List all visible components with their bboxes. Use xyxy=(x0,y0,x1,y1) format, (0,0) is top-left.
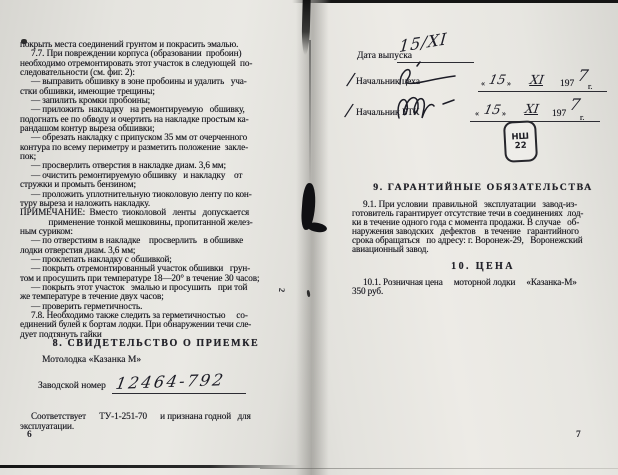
chief-of-shop-label: Начальник цеха xyxy=(356,77,421,87)
body-text-line: авиационный завод. xyxy=(352,243,429,254)
body-text-line: — приложить накладку на ремонтируемую обшивку, xyxy=(20,104,245,115)
boat-model-line: Мотолодка «Казанка М» xyxy=(42,355,142,365)
body-text-line: стки обшивки, имеющие трещины; xyxy=(20,85,155,96)
body-text-line: лодки отверстия диам. 3,6 мм; xyxy=(20,244,136,255)
serial-number-label: Заводской номер xyxy=(38,381,106,391)
body-text-line: применение тонкой мешковины, пропитанной желез- xyxy=(20,216,253,227)
body-text-line: 10.1. Розничная цена моторной лодки «Казанка-М» xyxy=(352,277,577,287)
serial-underline xyxy=(112,378,246,394)
body-text-line: подогнать ее по обводу и очертить на накладке простым ка- xyxy=(20,113,249,124)
serial-number-handwritten: 12464-792 xyxy=(114,370,227,393)
conformity-line: эксплуатации. xyxy=(20,420,75,431)
body-text-line: — просверлить отверстия в накладке диам. 3,6 мм; xyxy=(20,160,226,171)
body-text-line: срока обращаться по адресу: г. Воронеж-29, Воронежский xyxy=(352,234,583,245)
top-edge-shadow xyxy=(292,0,618,3)
body-text-line: рандашом контур выреза обшивки; xyxy=(20,123,155,134)
body-text-line: — проклепать накладку с обшивкой; xyxy=(20,253,172,264)
body-text-line: ным суриком: xyxy=(20,225,73,236)
year-suffix: г. xyxy=(588,82,593,91)
body-text-line: ки в течение одного года с момента продажи. В случае об- xyxy=(352,216,580,227)
bottom-edge-shadow xyxy=(0,465,300,468)
quote-open: « xyxy=(475,109,479,118)
bottom-edge-faint xyxy=(260,468,618,469)
year-printed: 197 xyxy=(560,79,575,89)
fold-crease xyxy=(296,0,338,475)
section-8-heading: 8. СВИДЕТЕЛЬСТВО О ПРИЕМКЕ xyxy=(52,338,260,349)
slash-mark: / xyxy=(346,69,355,91)
body-text-line: — проверить герметичность. xyxy=(20,300,143,311)
body-text-line: — по отверстиям в накладке просверлить в обшивке xyxy=(20,235,244,246)
section-9-heading: 9. ГАРАНТИЙНЫЕ ОБЯЗАТЕЛЬСТВА xyxy=(373,182,593,193)
body-text-line: — обрезать накладку с припуском 35 мм от очерченного xyxy=(20,132,248,143)
body-text-line: — покрыть отремонтированный участок обшивки грун- xyxy=(20,263,251,274)
body-text-line: ПРИМЕЧАНИЕ: Вместо тиоколовой ленты допускается xyxy=(20,207,250,218)
quote-close: » xyxy=(502,109,506,118)
month-handwritten: XI xyxy=(528,72,545,87)
section-9-text xyxy=(352,200,616,254)
body-text-line: — покрыть этот участок эмалью и просушить при той xyxy=(20,281,248,292)
body-text-line: контура по всему периметру и разметить положение закле- xyxy=(20,141,249,152)
qc-stamp xyxy=(503,120,538,163)
body-text-line: единений булей к бортам лодки. При обнаружении течи сле- xyxy=(20,319,252,330)
date-handwritten: 15/XI xyxy=(398,28,449,57)
body-text-line: покрыть места соединений грунтом и покрасить эмалью. xyxy=(20,39,239,49)
page-number-right: 7 xyxy=(576,430,581,440)
body-text-line: же температуре в течение двух часов; xyxy=(20,291,164,302)
qc-stamp-line1: НШ xyxy=(511,131,530,142)
body-text-line: пок; xyxy=(20,151,37,162)
chief-of-btk-label: Начальник БТК xyxy=(356,108,420,118)
quote-close: » xyxy=(507,79,511,88)
year-printed: 197 xyxy=(552,109,567,119)
body-text-line: том и просушить при температуре 18—20° в течение 30 часов; xyxy=(20,272,260,283)
body-text-line: стружки и промыть бензином; xyxy=(20,179,136,190)
qc-stamp-line2: 22 xyxy=(514,140,527,151)
section-10-text xyxy=(352,278,616,296)
conformity-line: Соответствует ТУ-1-251-70 и признана годной для xyxy=(20,411,251,421)
signature-chief-of-shop xyxy=(397,62,459,92)
body-text-line: — проложить уплотнительную тиоколовую ленту по кон- xyxy=(20,188,252,199)
year-suffix: г. xyxy=(580,113,585,122)
year-handwritten: 7 xyxy=(576,66,590,85)
page-number-left: 6 xyxy=(27,430,32,440)
margin-mark: 2 xyxy=(276,287,288,293)
left-body-text xyxy=(20,40,300,339)
fold-crease-line xyxy=(309,40,311,190)
body-text-line: 7.8. Необходимо также следить за герметичностью со- xyxy=(20,309,248,320)
body-text-line: 7.7. При повреждении корпуса (образовании пробоин) xyxy=(20,48,242,59)
day-handwritten: 15 xyxy=(487,73,508,88)
body-text-line: дует подтянуть гайки xyxy=(20,328,102,339)
body-text-line: наружения заводских дефектов в течение гарантийного xyxy=(352,225,579,236)
year-handwritten: 7 xyxy=(568,95,582,114)
signature-chief-of-btk xyxy=(393,91,463,125)
body-text-line: 350 руб. xyxy=(352,285,384,296)
conformity-text xyxy=(20,412,300,431)
body-text-line: следовательности (см. фиг. 2): xyxy=(20,67,135,78)
slash-mark: / xyxy=(344,100,353,122)
body-text-line: туру выреза и наложить накладку. xyxy=(20,197,151,208)
body-text-line: — запилить кромки пробоины; xyxy=(20,95,151,106)
quote-open: « xyxy=(481,79,485,88)
body-text-line: — очистить ремонтируемую обшивку и накладку от xyxy=(20,169,243,180)
date-of-issue-label: Дата выпуска xyxy=(357,51,412,61)
month-handwritten: XI xyxy=(523,101,540,116)
day-handwritten: 15 xyxy=(482,103,503,118)
body-text-line: — выправить обшивку в зоне пробоины и удалить уча- xyxy=(20,76,247,87)
body-text-line: готовитель гарантирует отсутствие течи в соединениях лод- xyxy=(352,207,584,218)
section-10-heading: 10. ЦЕНА xyxy=(451,261,515,272)
body-text-line: 9.1. При условии правильной эксплуатации завод-из- xyxy=(352,199,578,209)
body-text-line: необходимо отремонтировать этот участок в следующей по- xyxy=(20,57,253,68)
